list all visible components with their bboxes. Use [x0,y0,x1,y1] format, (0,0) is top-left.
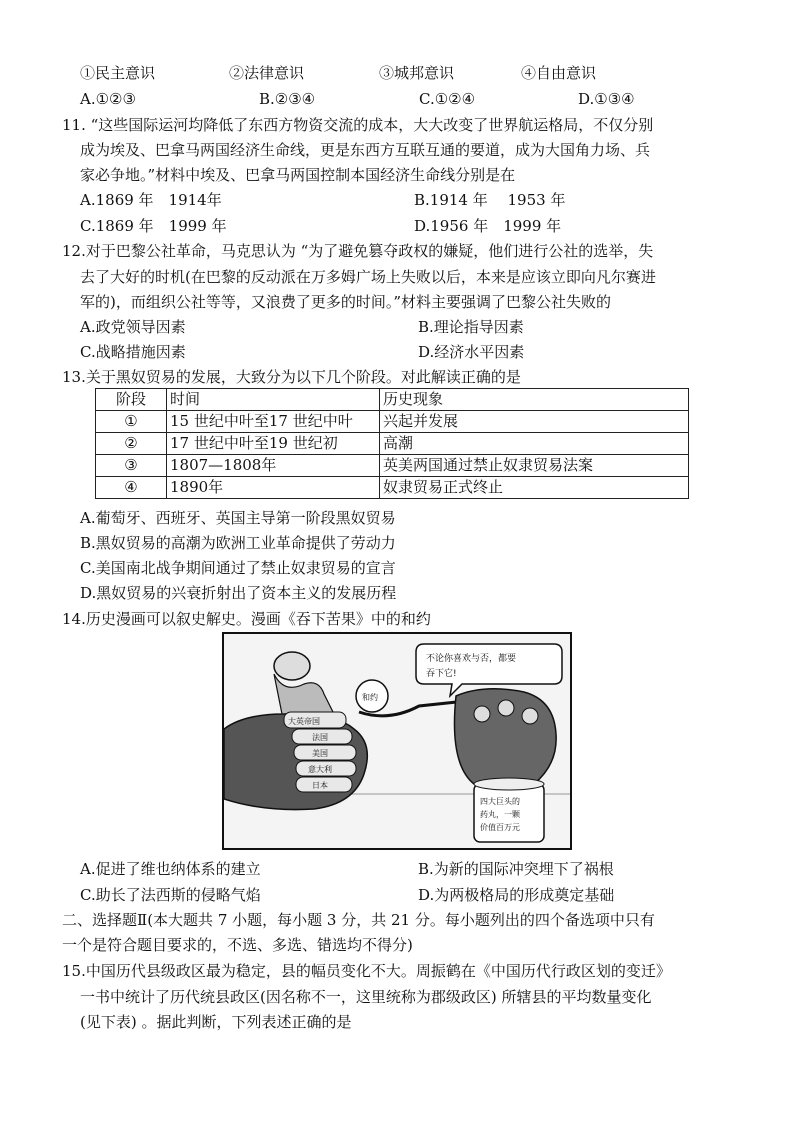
q11-stem-line-3: 家必争地。”材料中埃及、巴拿马两国控制本国经济生命线分别是在 [80,166,516,184]
spoon-label: 和约 [362,693,378,702]
q10-item-1: ①民主意识 [80,64,156,82]
table-cell-phenomenon: 奴隶贸易正式终止 [380,477,689,499]
barrel-label-2: 药丸，一颗 [480,810,520,819]
cartoon-illustration [224,634,570,848]
table-row [96,455,689,477]
table-cell-phenomenon: 英美两国通过禁止奴隶贸易法案 [380,455,689,477]
q15-stem-line-3: (见下表) 。据此判断，下列表述正确的是 [80,1013,352,1031]
q11-option-c: C.1869 年 1999 年 [80,217,227,235]
q12-option-b: B.理论指导因素 [418,318,524,336]
table-cell-time: 1807—1808年 [167,455,380,477]
q12-option-d: D.经济水平因素 [418,343,525,361]
q12-option-c: C.战略措施因素 [80,343,186,361]
q10-option-b: B.②③④ [259,90,316,108]
table-cell-phenomenon: 兴起并发展 [380,411,689,433]
table-row [96,411,689,433]
speech-bubble-line-2: 吞下它! [426,669,457,679]
q13-option-d: D.黑奴贸易的兴衰折射出了资本主义的发展历程 [80,584,397,602]
barrel-label-3: 价值百万元 [480,823,520,832]
table-row [96,477,689,499]
table-header-phenomenon: 历史现象 [380,389,689,411]
hand-label-italy: 意大利 [308,765,332,774]
table-cell-stage: ② [96,433,167,455]
q15-stem-line-2: 一书中统计了历代统县政区(因名称不一，这里统称为郡级政区) 所辖县的平均数量变化 [80,988,652,1006]
table-row [96,433,689,455]
q11-option-d: D.1956 年 1999 年 [414,217,562,235]
q14-stem: 14.历史漫画可以叙史解史。漫画《吞下苦果》中的和约 [62,610,431,628]
barrel-label-1: 四大巨头的 [480,797,520,806]
slave-trade-table [95,388,689,499]
q12-option-a: A.政党领导因素 [80,318,186,336]
section-2-header-line-2: 一个是符合题目要求的，不选、多选、错选均不得分) [62,936,413,954]
hand-label-japan: 日本 [312,781,328,790]
q10-item-3: ③城邦意识 [379,64,455,82]
table-cell-time: 15 世纪中叶至17 世纪中叶 [167,411,380,433]
q10-option-a: A.①②③ [80,90,136,108]
q11-option-a: A.1869 年 1914年 [80,191,222,209]
q14-option-d: D.为两极格局的形成奠定基础 [418,886,615,904]
q10-option-d: D.①③④ [578,90,635,108]
section-2-header-line-1: 二、选择题Ⅱ(本大题共 7 小题，每小题 3 分，共 21 分。每小题列出的四个备选项中只有 [62,911,655,929]
hand-label-britain: 大英帝国 [288,717,320,726]
q13-option-b: B.黑奴贸易的高潮为欧洲工业革命提供了劳动力 [80,534,396,552]
speech-bubble-line-1: 不论你喜欢与否，都要 [426,654,517,664]
table-cell-time: 17 世纪中叶至19 世纪初 [167,433,380,455]
q10-option-c: C.①②④ [419,90,476,108]
q14-option-c: C.助长了法西斯的侵略气焰 [80,886,261,904]
table-cell-stage: ③ [96,455,167,477]
table-header-row [96,389,689,411]
table-cell-stage: ④ [96,477,167,499]
q14-option-a: A.促进了维也纳体系的建立 [80,860,261,878]
q11-option-b: B.1914 年 1953 年 [414,191,566,209]
q12-stem-line-1: 12.对于巴黎公社革命，马克思认为 “为了避免篡夺政权的嫌疑，他们进行公社的选举，失 [62,242,654,260]
hand-label-france: 法国 [312,733,328,742]
q13-option-a: A.葡萄牙、西班牙、英国主导第一阶段黑奴贸易 [80,509,396,527]
q15-stem-line-1: 15.中国历代县级政区最为稳定，县的幅员变化不大。周振鹤在《中国历代行政区划的变迁》 [62,962,671,980]
q10-item-2: ②法律意识 [229,64,305,82]
table-cell-time: 1890年 [167,477,380,499]
q10-item-4: ④自由意识 [521,64,597,82]
q14-option-b: B.为新的国际冲突埋下了祸根 [418,860,614,878]
q12-stem-line-3: 军的)，而组织公社等等，又浪费了更多的时间。”材料主要强调了巴黎公社失败的 [80,293,612,311]
table-header-time: 时间 [167,389,380,411]
q11-stem-line-2: 成为埃及、巴拿马两国经济生命线，更是东西方互联互通的要道，成为大国角力场、兵 [80,141,651,159]
table-header-stage: 阶段 [96,389,167,411]
table-cell-stage: ① [96,411,167,433]
table-cell-phenomenon: 高潮 [380,433,689,455]
q13-stem: 13.关于黑奴贸易的发展，大致分为以下几个阶段。对此解读正确的是 [62,368,521,386]
cartoon-bitter-fruit [222,632,572,850]
q12-stem-line-2: 去了大好的时机(在巴黎的反动派在万多姆广场上失败以后，本来是应该立即向凡尔赛进 [80,268,656,286]
hand-label-usa: 美国 [312,749,328,758]
q11-stem-line-1: 11. “这些国际运河均降低了东西方物资交流的成本，大大改变了世界航运格局，不仅分别 [62,116,654,134]
q13-option-c: C.美国南北战争期间通过了禁止奴隶贸易的宣言 [80,559,396,577]
